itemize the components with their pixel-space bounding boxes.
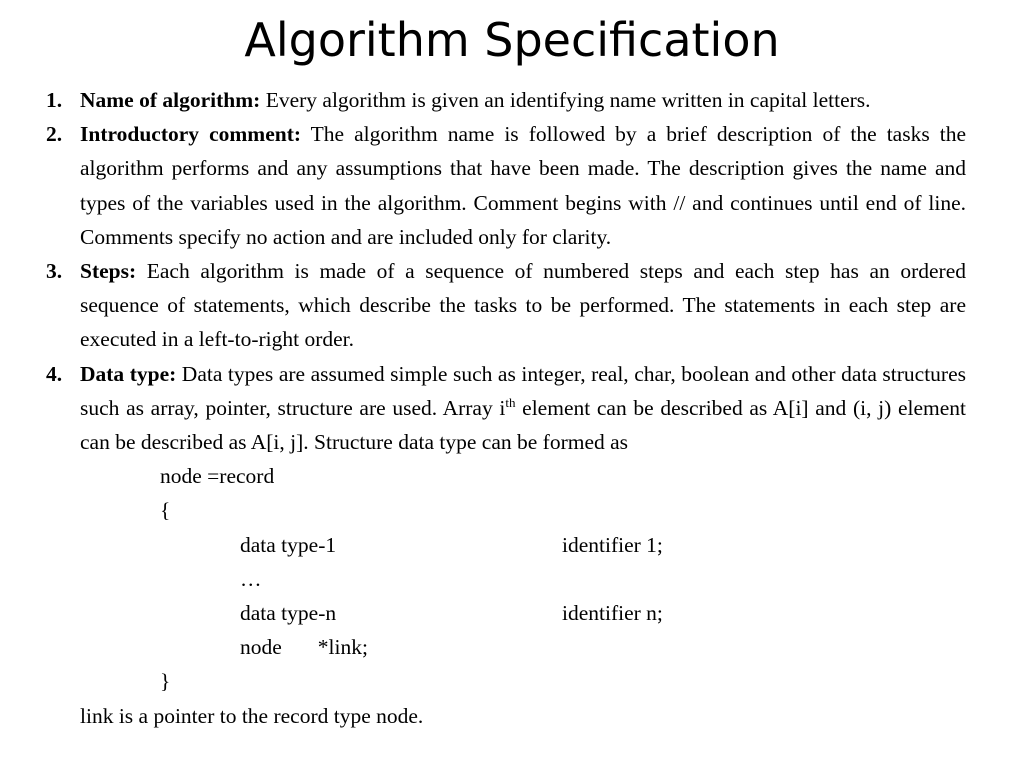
slide-title: Algorithm Specification xyxy=(244,13,780,67)
field-n-type: data type-n xyxy=(240,600,337,625)
code-line-field-1 xyxy=(240,528,966,562)
code-line-close-brace: } xyxy=(160,669,171,694)
list-item-introductory-comment xyxy=(46,117,966,254)
link-type: node xyxy=(240,635,282,660)
list-item-paragraph xyxy=(80,357,966,460)
list-item-heading: Name of algorithm: xyxy=(80,88,261,112)
trailing-note: link is a pointer to the record type node. xyxy=(80,703,424,728)
list-item-number: 2. xyxy=(46,122,63,147)
list-item-number: 4. xyxy=(46,361,63,386)
list-item-number: 3. xyxy=(46,259,63,284)
list-item-paragraph xyxy=(80,117,966,254)
list-item-number: 1. xyxy=(46,88,63,112)
code-line-field-n xyxy=(240,596,966,630)
code-line-open-brace: { xyxy=(160,498,171,523)
list-item-text: Each algorithm is made of a sequence of numbered steps and each step has an ordered sequence of statements, which describe the tasks to be performed. The statements in each step are executed in a left-to-right order. xyxy=(80,259,966,352)
code-line-ellipsis: … xyxy=(240,566,262,591)
record-code-block xyxy=(80,459,966,698)
list-item-data-type xyxy=(46,357,966,699)
field-n-identifier: identifier n; xyxy=(562,600,663,625)
list-item-heading: Steps: xyxy=(80,259,137,284)
field-1-identifier: identifier 1; xyxy=(562,532,663,557)
list-item-steps xyxy=(46,254,966,357)
list-item-text-continued: element can be described as A[i] and (i, j) element can be described as A[i, j]. Structure data type can be formed as xyxy=(80,395,966,455)
slide-body xyxy=(46,83,966,733)
list-item-heading: Data type: xyxy=(80,361,177,386)
list-item-paragraph xyxy=(80,254,966,357)
field-1-type: data type-1 xyxy=(240,532,337,557)
code-line-link xyxy=(240,630,966,664)
list-item-heading: Introductory comment: xyxy=(80,122,302,147)
list-item-text: The algorithm name is followed by a brief description of the tasks the algorithm performs and any assumptions that have been made. The description gives the name and types of the variables used in the algorithm. Comment begins with // and continues until end of line. Comments specify no action and are included only for clarity. xyxy=(80,122,966,249)
code-line-record: node =record xyxy=(160,464,275,489)
list-item-name-of-algorithm xyxy=(46,83,966,117)
link-identifier: *link; xyxy=(317,635,368,660)
superscript-th: th xyxy=(505,394,516,410)
list-item-text: Data types are assumed simple such as integer, real, char, boolean and other data structures such as array, pointer, structure are used. Array i xyxy=(80,361,966,420)
list-item-text: Every algorithm is given an identifying name written in capital letters. xyxy=(260,88,871,112)
